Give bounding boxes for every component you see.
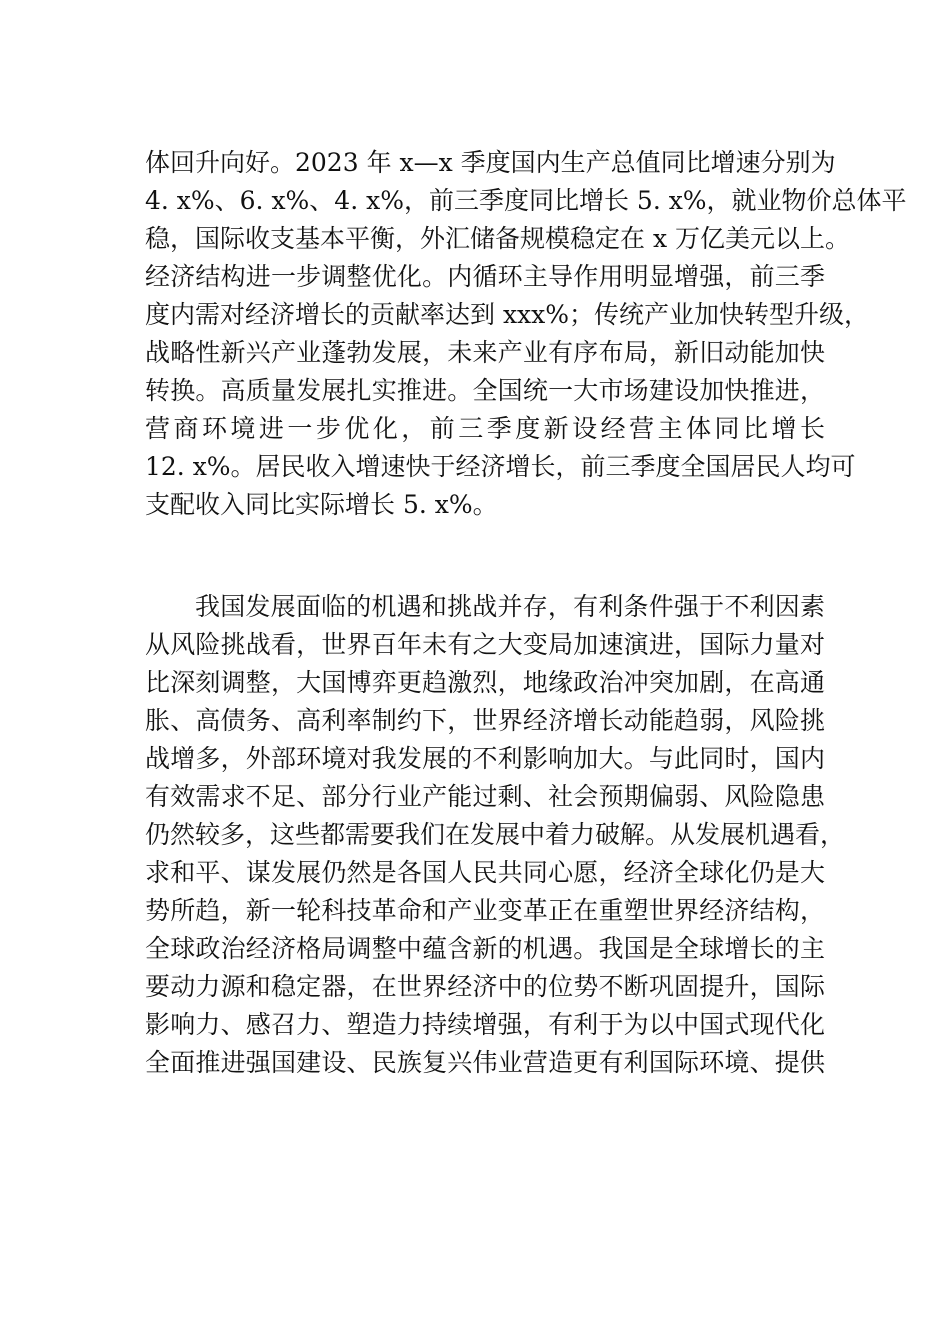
text-line: 度内需对经济增长的贡献率达到 xxx%；传统产业加快转型升级，	[145, 300, 870, 329]
text-line: 战增多，外部环境对我发展的不利影响加大。与此同时，国内	[145, 744, 825, 773]
text-line: 比深刻调整，大国博弈更趋激烈，地缘政治冲突加剧，在高通	[145, 668, 825, 697]
text-line: 体回升向好。2023 年 x—x 季度国内生产总值同比增速分别为	[145, 148, 836, 177]
text-line: 支配收入同比实际增长 5. x%。	[145, 490, 498, 519]
text-line: 从风险挑战看，世界百年未有之大变局加速演进，国际力量对	[145, 630, 825, 659]
text-line: 求和平、谋发展仍然是各国人民共同心愿，经济全球化仍是大	[145, 858, 825, 887]
text-line: 12. x%。居民收入增速快于经济增长，前三季度全国居民人均可	[145, 452, 856, 481]
text-line: 经济结构进一步调整优化。内循环主导作用明显增强，前三季	[145, 262, 825, 291]
text-line: 营商环境进一步优化，前三季度新设经营主体同比增长	[145, 414, 825, 443]
text-line: 稳，国际收支基本平衡，外汇储备规模稳定在 x 万亿美元以上。	[145, 224, 850, 253]
text-line: 要动力源和稳定器，在世界经济中的位势不断巩固提升，国际	[145, 972, 825, 1001]
text-line: 胀、高债务、高利率制约下，世界经济增长动能趋弱，风险挑	[145, 706, 825, 735]
text-line: 全球政治经济格局调整中蕴含新的机遇。我国是全球增长的主	[145, 934, 825, 963]
text-line: 仍然较多，这些都需要我们在发展中着力破解。从发展机遇看，	[145, 820, 846, 849]
text-line: 转换。高质量发展扎实推进。全国统一大市场建设加快推进，	[145, 376, 825, 405]
text-line: 全面推进强国建设、民族复兴伟业营造更有利国际环境、提供	[145, 1048, 825, 1077]
text-line: 战略性新兴产业蓬勃发展，未来产业有序布局，新旧动能加快	[145, 338, 825, 367]
text-line: 影响力、感召力、塑造力持续增强，有利于为以中国式现代化	[145, 1010, 825, 1039]
text-line: 势所趋，新一轮科技革命和产业变革正在重塑世界经济结构，	[145, 896, 825, 925]
text-line: 我国发展面临的机遇和挑战并存，有利条件强于不利因素	[195, 592, 825, 621]
text-line: 4. x%、6. x%、4. x%，前三季度同比增长 5. x%，就业物价总体平	[145, 186, 907, 215]
text-line: 有效需求不足、部分行业产能过剩、社会预期偏弱、风险隐患	[145, 782, 825, 811]
paragraph-2	[145, 588, 846, 1082]
paragraph-1	[145, 144, 907, 524]
